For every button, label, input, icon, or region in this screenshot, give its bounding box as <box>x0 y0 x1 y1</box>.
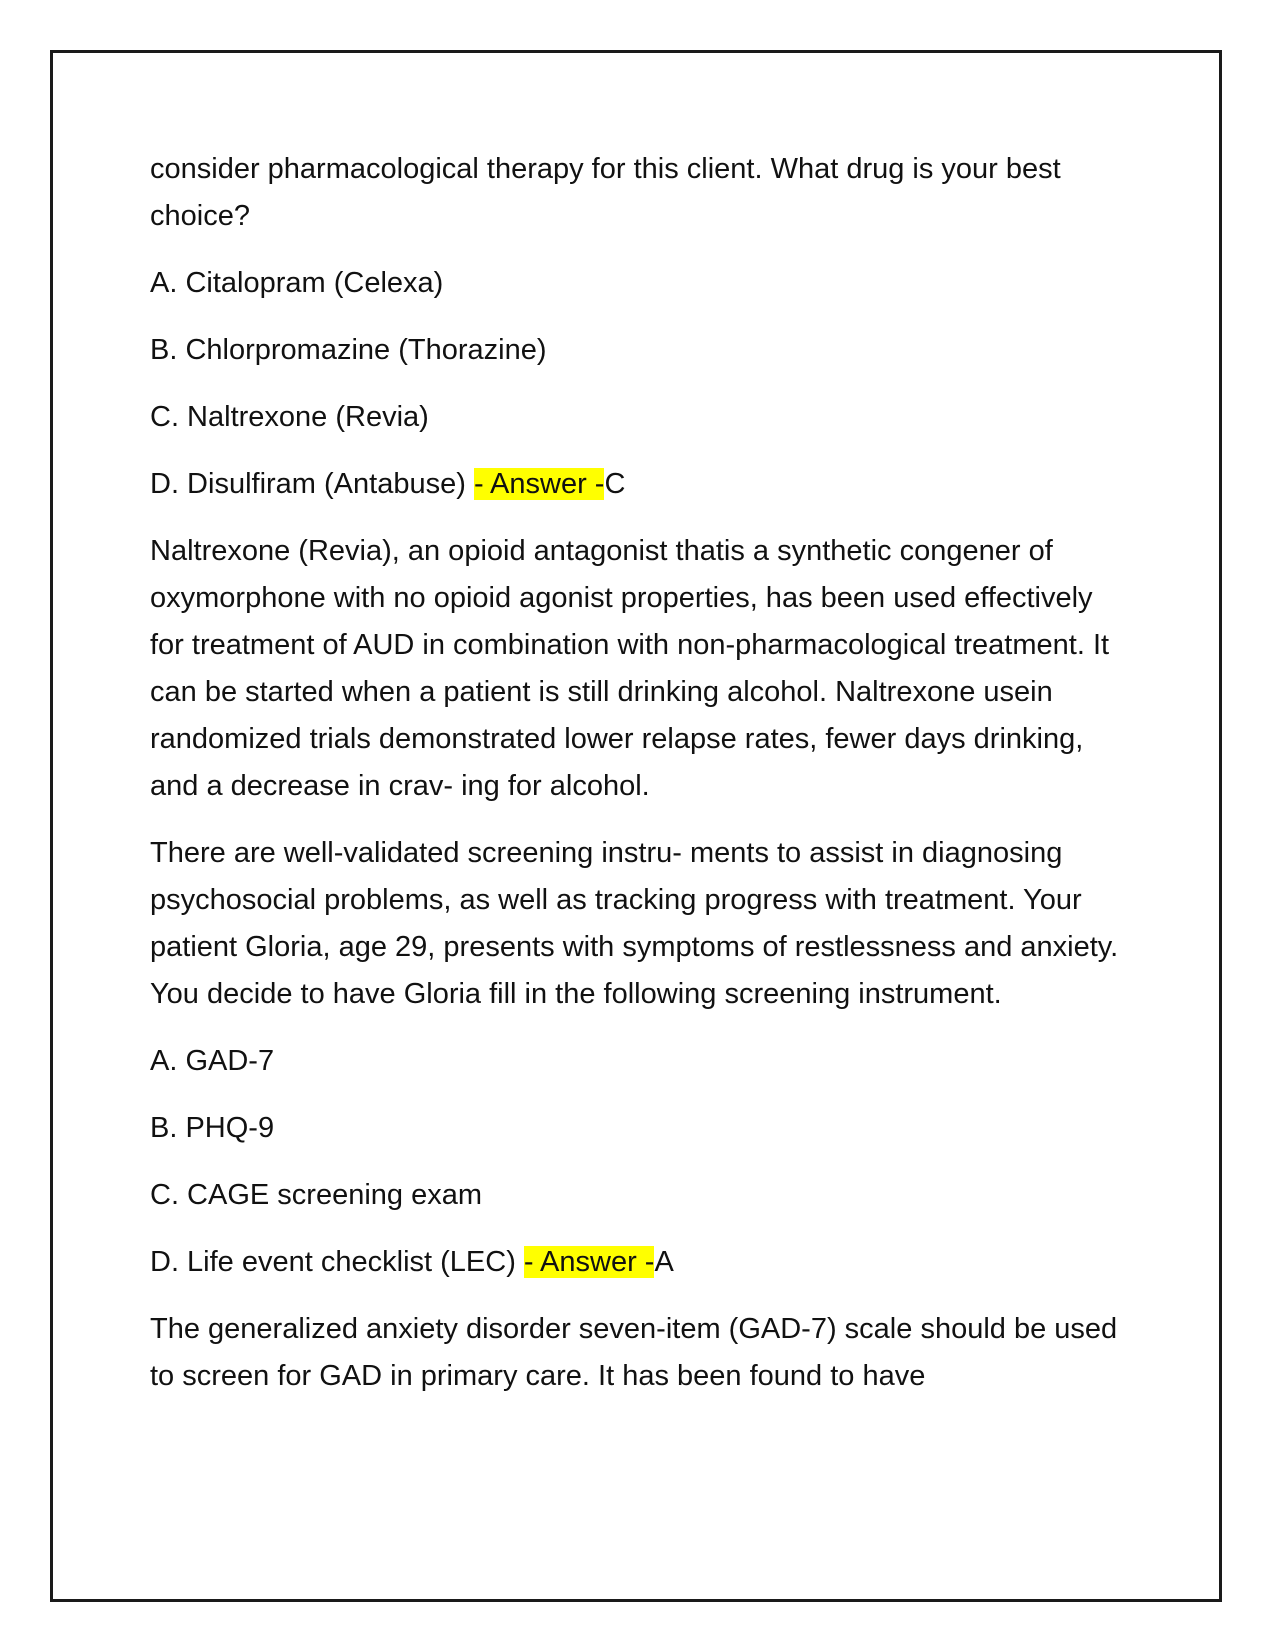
q1-answer-highlight: - Answer - <box>473 468 605 500</box>
q1-option-a: A. Citalopram (Celexa) <box>150 267 444 299</box>
q2-option-d-text: D. Life event checklist (LEC) <box>150 1246 524 1278</box>
q1-answer-value: C <box>604 468 626 500</box>
q1-option-d <box>150 461 1130 508</box>
q1-option-b: B. Chlorpromazine (Thorazine) <box>150 334 547 366</box>
q1-stem-end: consider pharmacological therapy for this client. What drug is your best choice? <box>150 153 1061 232</box>
q2-option-a: A. GAD-7 <box>150 1045 275 1077</box>
q2-option-d <box>150 1239 1130 1286</box>
q1-option-c: C. Naltrexone (Revia) <box>150 401 429 433</box>
q1-rationale: Naltrexone (Revia), an opioid antagonist thatis a synthetic congener of oxymorphone with no opioid agonist properties, has been used effectively for treatment of AUD in combination with non-pharmacological treatment. It can be started when a patient is still drinking alcohol. Naltrexone usein randomized trials demonstrated lower relapse rates, fewer days drinking, and a decrease in crav- ing for alcohol. <box>150 535 1110 802</box>
document-body <box>150 146 1130 1420</box>
q2-option-b: B. PHQ-9 <box>150 1112 275 1144</box>
q2-answer-value: A <box>654 1246 674 1278</box>
q2-answer-highlight: - Answer - <box>523 1246 655 1278</box>
q2-rationale: The generalized anxiety disorder seven-item (GAD-7) scale should be used to screen for GAD in primary care. It has been found to have <box>150 1313 1118 1392</box>
q1-option-d-text: D. Disulfiram (Antabuse) <box>150 468 474 500</box>
q2-option-c: C. CAGE screening exam <box>150 1179 483 1211</box>
q2-stem: There are well-validated screening instru- ments to assist in diagnosing psychosocial problems, as well as tracking progress with treatment. Your patient Gloria, age 29, presents with symptoms of restlessness and anxiety. You decide to have Gloria fill in the following screening instrument. <box>150 837 1119 1010</box>
